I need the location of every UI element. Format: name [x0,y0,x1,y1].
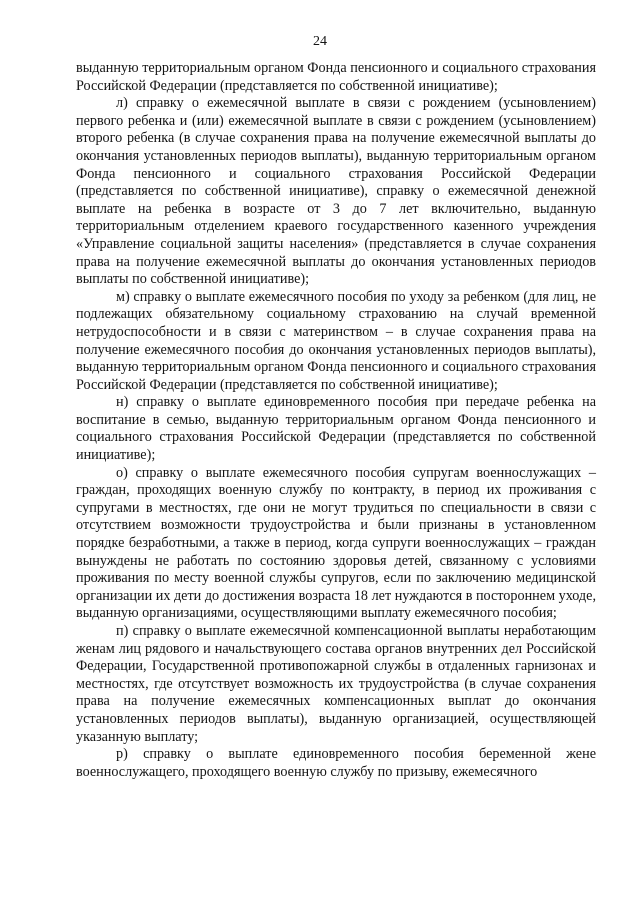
document-body [76,60,596,781]
paragraph-item-l: л) справку о ежемесячной выплате в связи с рождением (усыновлением) первого ребенка и (или) ежемесячной выплате в связи с рождением (усыновлением) второго ребенка (в случае сохранения права на получение ежемесячной выплаты до окончания установленных периодов выплаты), выданную территориальным органом Фонда пенсионного и социального страхования Российской Федерации (представляется по собственной инициативе), справку о ежемесячной денежной выплате на ребенка в возрасте от 3 до 7 лет включительно, выданную территориальным отделением краевого государственного казенного учреждения «Управление социальной защиты населения» (представляется в случае сохранения права на получение ежемесячной выплаты до окончания установленных периодов выплаты по собственной инициативе); [76,95,596,288]
paragraph-item-n: н) справку о выплате единовременного пособия при передаче ребенка на воспитание в семью, выданную территориальным органом Фонда пенсионного и социального страхования Российской Федерации (представляется по собственной инициативе); [76,394,596,464]
paragraph-item-m: м) справку о выплате ежемесячного пособия по уходу за ребенком (для лиц, не подлежащих обязательному социальному страхованию на случай временной нетрудоспособности и в связи с материнством – в случае сохранения права на получение ежемесячного пособия до окончания установленных периодов выплаты), выданную территориальным органом Фонда пенсионного и социального страхования Российской Федерации (представляется по собственной инициативе); [76,288,596,393]
page-number: 24 [313,34,327,49]
paragraph-item-r: р) справку о выплате единовременного пособия беременной жене военнослужащего, проходящего военную службу по призыву, ежемесячного [76,746,596,780]
paragraph-item-o: о) справку о выплате ежемесячного пособия супругам военнослужащих – граждан, проходящих военную службу по контракту, в период их проживания с супругами в местностях, где они не могут трудиться по специальности в связи с отсутствием возможности трудоустройства и были признаны в установленном порядке безработными, а также в период, когда супруги военнослужащих – граждан вынуждены не работать по состоянию здоровья детей, связанному с условиями проживания по месту военной службы супругов, если по заключению медицинской организации их дети до достижения возраста 18 лет нуждаются в постороннем уходе, выданную организациями, осуществляющими выплату ежемесячного пособия; [76,464,596,622]
paragraph-item-p: п) справку о выплате ежемесячной компенсационной выплаты неработающим женам лиц рядового и начальствующего состава органов внутренних дел Российской Федерации, Государственной противопожарной службы в отдаленных гарнизонах и местностях, где отсутствует возможность их трудоустройства (в случае сохранения права на получение ежемесячных компенсационных выплат до окончания установленных периодов выплаты), выданную организацией, осуществляющей указанную выплату; [76,623,596,745]
paragraph-continuation: выданную территориальным органом Фонда пенсионного и социального страхования Российской Федерации (представляется по собственной инициативе); [76,60,596,94]
